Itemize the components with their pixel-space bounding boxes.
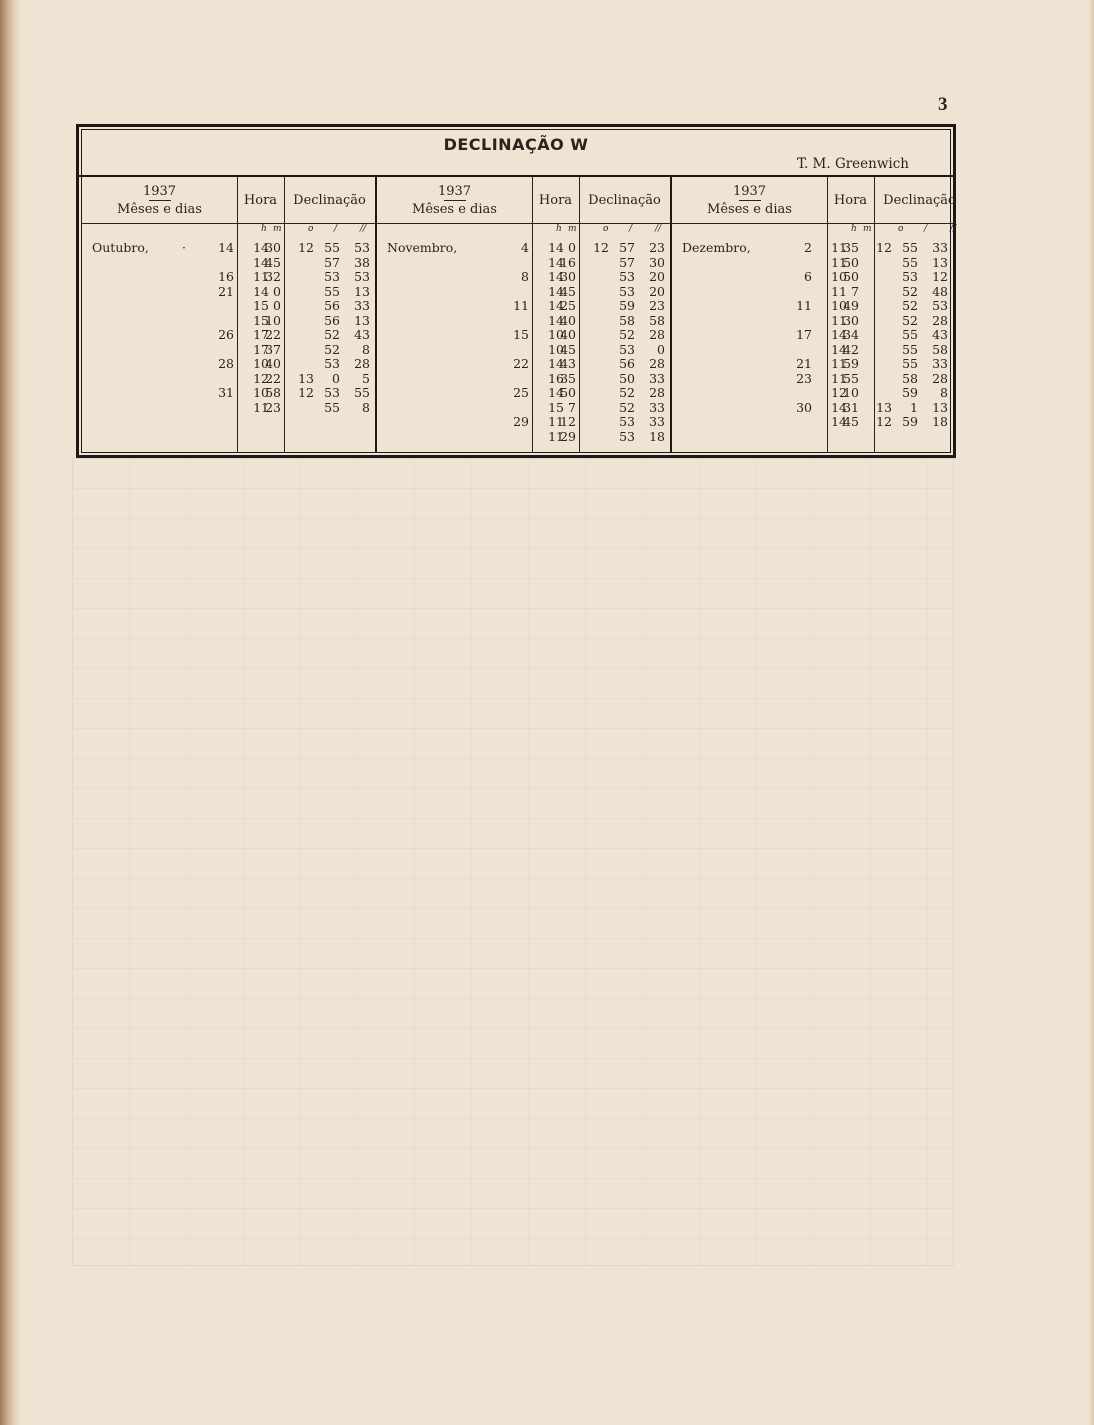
hour-value: 14 <box>831 414 847 429</box>
day-value: 23 <box>796 370 812 386</box>
minute-value: 34 <box>843 327 859 342</box>
month-label: Novembro, <box>387 240 458 255</box>
arcsec-value: 30 <box>649 254 665 270</box>
minute-value: 16 <box>560 254 576 270</box>
arcsec-value: 8 <box>362 341 370 357</box>
minute-value: 45 <box>843 414 859 429</box>
day-value: 11 <box>513 298 529 313</box>
table-row <box>377 357 670 372</box>
year-underline <box>149 200 171 201</box>
day-value: 4 <box>521 240 529 255</box>
table-row <box>377 386 670 401</box>
minute-value: 10 <box>843 385 859 400</box>
table-row <box>672 401 953 416</box>
hour-value: 10 <box>548 327 564 342</box>
day-value: 26 <box>218 327 234 342</box>
arcsec-value: 13 <box>932 399 948 415</box>
arcmin-value: 52 <box>619 385 635 400</box>
unit-degrees: o <box>308 224 314 234</box>
degree-value: 12 <box>876 240 892 255</box>
minute-value: 22 <box>265 370 281 386</box>
arcmin-value: 53 <box>619 269 635 284</box>
arcmin-value: 58 <box>902 370 918 386</box>
minute-value: 30 <box>560 269 576 284</box>
table-row <box>82 256 375 271</box>
book-binding-edge <box>0 0 22 1425</box>
arcmin-value: 53 <box>619 414 635 429</box>
arcsec-value: 0 <box>657 341 665 357</box>
table-row <box>672 328 953 343</box>
arcmin-value: 52 <box>902 283 918 299</box>
degree-value: 12 <box>298 385 314 400</box>
day-value: 2 <box>804 240 812 255</box>
day-value: 15 <box>513 327 529 342</box>
unit-minutes: m <box>568 224 577 234</box>
header-months-days <box>82 177 237 223</box>
minute-value: 29 <box>560 428 576 444</box>
table-row <box>82 372 375 387</box>
hour-value: 14 <box>548 254 564 270</box>
table-row <box>82 285 375 300</box>
unit-minutes: m <box>273 224 282 234</box>
hour-value: 15 <box>253 298 269 313</box>
table-row <box>82 386 375 401</box>
arcsec-value: 33 <box>649 370 665 386</box>
hour-value: 10 <box>831 298 847 313</box>
day-value: 28 <box>218 356 234 371</box>
minute-value: 25 <box>560 298 576 313</box>
table-row <box>672 241 953 256</box>
day-value: 29 <box>513 414 529 429</box>
minute-value: 59 <box>843 356 859 371</box>
arcsec-value: 33 <box>354 298 370 313</box>
arcmin-value: 59 <box>902 414 918 429</box>
arcsec-value: 38 <box>354 254 370 270</box>
arcmin-value: 1 <box>910 399 918 415</box>
arcsec-value: 28 <box>354 356 370 371</box>
minute-value: 40 <box>560 312 576 328</box>
hour-value: 17 <box>253 341 269 357</box>
header-declinacao: Declinação <box>883 192 956 208</box>
unit-arcsec: // <box>950 224 957 234</box>
arcsec-value: 28 <box>649 385 665 400</box>
arcsec-value: 53 <box>354 269 370 284</box>
arcmin-value: 53 <box>619 341 635 357</box>
table-row <box>377 372 670 387</box>
minute-value: 40 <box>265 356 281 371</box>
year-underline <box>739 200 761 201</box>
arcmin-value: 57 <box>619 254 635 270</box>
arcmin-value: 55 <box>902 240 918 255</box>
unit-arcsec: // <box>655 224 662 234</box>
arcmin-value: 0 <box>332 370 340 386</box>
hour-value: 17 <box>253 327 269 342</box>
arcmin-value: 55 <box>902 356 918 371</box>
arcsec-value: 28 <box>932 312 948 328</box>
header-months-days <box>672 177 827 223</box>
hour-value: 11 <box>831 283 847 299</box>
hour-value: 10 <box>548 341 564 357</box>
arcsec-value: 23 <box>649 240 665 255</box>
arcmin-value: 56 <box>619 356 635 371</box>
minute-value: 40 <box>560 327 576 342</box>
year-underline <box>444 200 466 201</box>
day-value: 31 <box>218 385 234 400</box>
day-value: 8 <box>521 269 529 284</box>
day-value: 22 <box>513 356 529 371</box>
arcmin-value: 53 <box>619 283 635 299</box>
table-row <box>672 256 953 271</box>
arcmin-value: 53 <box>324 269 340 284</box>
arcmin-value: 53 <box>902 269 918 284</box>
hour-value: 14 <box>548 298 564 313</box>
group-dezembro <box>672 177 957 453</box>
group-outubro <box>82 177 377 453</box>
arcmin-value: 55 <box>902 327 918 342</box>
header-months-days-label: Mêses e dias <box>117 201 202 217</box>
hour-value: 10 <box>253 385 269 400</box>
arcsec-value: 23 <box>649 298 665 313</box>
unit-arcmin: / <box>924 224 928 234</box>
day-value: 16 <box>218 269 234 284</box>
arcsec-value: 13 <box>354 283 370 299</box>
minute-value: 45 <box>265 254 281 270</box>
arcmin-value: 57 <box>324 254 340 270</box>
table-row <box>672 415 953 430</box>
table-row <box>377 328 670 343</box>
minute-value: 30 <box>843 312 859 328</box>
hour-value: 11 <box>831 254 847 270</box>
header-year: 1937 <box>732 183 767 199</box>
minute-value: 49 <box>843 298 859 313</box>
hour-value: 10 <box>253 356 269 371</box>
table-row <box>672 270 953 285</box>
arcsec-value: 58 <box>649 312 665 328</box>
arcsec-value: 33 <box>932 240 948 255</box>
table-row <box>82 314 375 329</box>
arcmin-value: 52 <box>902 298 918 313</box>
declination-table <box>76 124 956 458</box>
arcmin-value: 55 <box>902 341 918 357</box>
arcsec-value: 28 <box>649 356 665 371</box>
table-row <box>377 299 670 314</box>
minute-value: 42 <box>843 341 859 357</box>
table-row <box>377 256 670 271</box>
degree-value: 12 <box>876 414 892 429</box>
hour-value: 14 <box>548 240 564 255</box>
minute-value: 7 <box>851 283 859 299</box>
unit-arcmin: / <box>629 224 633 234</box>
day-value: 6 <box>804 269 812 284</box>
group-novembro <box>377 177 672 453</box>
header-hora: Hora <box>243 192 278 208</box>
hour-value: 14 <box>548 356 564 371</box>
arcmin-value: 53 <box>324 356 340 371</box>
table-row <box>377 401 670 416</box>
arcmin-value: 59 <box>619 298 635 313</box>
hour-value: 12 <box>831 385 847 400</box>
hour-value: 12 <box>253 370 269 386</box>
arcsec-value: 55 <box>354 385 370 400</box>
arcsec-value: 12 <box>932 269 948 284</box>
hour-value: 14 <box>548 312 564 328</box>
table-row <box>672 386 953 401</box>
table-title: DECLINAÇÃO W <box>443 135 589 154</box>
minute-value: 10 <box>265 312 281 328</box>
unit-arcsec: // <box>360 224 367 234</box>
header-months-days-label: Mêses e dias <box>707 201 792 217</box>
day-value: 21 <box>796 356 812 371</box>
page-edge <box>1088 0 1094 1425</box>
table-row <box>672 299 953 314</box>
arcsec-value: 28 <box>649 327 665 342</box>
bleed-through-table <box>72 458 954 1266</box>
hour-value: 14 <box>548 283 564 299</box>
minute-value: 22 <box>265 327 281 342</box>
hour-value: 14 <box>253 283 269 299</box>
table-row <box>82 328 375 343</box>
header-declinacao: Declinação <box>293 192 366 208</box>
table-row <box>377 270 670 285</box>
arcsec-value: 13 <box>932 254 948 270</box>
hour-value: 15 <box>548 399 564 415</box>
hour-value: 11 <box>831 370 847 386</box>
header-months-days <box>377 177 532 223</box>
minute-value: 35 <box>560 370 576 386</box>
table-row <box>82 299 375 314</box>
header-hora: Hora <box>538 192 573 208</box>
arcmin-value: 53 <box>619 428 635 444</box>
arcmin-value: 53 <box>324 385 340 400</box>
day-value: 17 <box>796 327 812 342</box>
arcsec-value: 18 <box>649 428 665 444</box>
arcmin-value: 52 <box>324 327 340 342</box>
minute-value: 0 <box>273 283 281 299</box>
arcsec-value: 20 <box>649 269 665 284</box>
minute-value: 7 <box>568 399 576 415</box>
arcmin-value: 52 <box>902 312 918 328</box>
minute-value: 50 <box>560 385 576 400</box>
table-row <box>672 343 953 358</box>
hour-value: 11 <box>253 269 269 284</box>
table-row <box>82 343 375 358</box>
arcsec-value: 18 <box>932 414 948 429</box>
arcmin-value: 52 <box>324 341 340 357</box>
table-row <box>377 314 670 329</box>
arcmin-value: 56 <box>324 298 340 313</box>
hour-value: 11 <box>253 399 269 415</box>
minute-value: 50 <box>843 254 859 270</box>
hour-value: 14 <box>831 341 847 357</box>
arcmin-value: 59 <box>902 385 918 400</box>
time-reference: T. M. Greenwich <box>796 156 909 172</box>
table-row <box>377 415 670 430</box>
unit-hours: h <box>261 224 267 234</box>
minute-value: 45 <box>560 283 576 299</box>
unit-degrees: o <box>898 224 904 234</box>
degree-value: 12 <box>593 240 609 255</box>
minute-value: 55 <box>843 370 859 386</box>
arcmin-value: 55 <box>324 399 340 415</box>
arcsec-value: 33 <box>649 414 665 429</box>
minute-value: 50 <box>843 269 859 284</box>
arcsec-value: 53 <box>932 298 948 313</box>
minute-value: 43 <box>560 356 576 371</box>
hour-value: 16 <box>548 370 564 386</box>
minute-value: 58 <box>265 385 281 400</box>
minute-value: 35 <box>843 240 859 255</box>
hour-value: 11 <box>548 428 564 444</box>
arcmin-value: 52 <box>619 327 635 342</box>
table-row <box>377 285 670 300</box>
degree-value: 13 <box>298 370 314 386</box>
day-value: 25 <box>513 385 529 400</box>
unit-hours: h <box>851 224 857 234</box>
table-row <box>82 357 375 372</box>
day-value: 30 <box>796 399 812 415</box>
arcsec-value: 8 <box>362 399 370 415</box>
minute-value: 0 <box>273 298 281 313</box>
hour-value: 14 <box>548 385 564 400</box>
arcmin-value: 57 <box>619 240 635 255</box>
day-value: 14 <box>218 240 234 255</box>
header-rule <box>377 223 670 224</box>
minute-value: 23 <box>265 399 281 415</box>
unit-degrees: o <box>603 224 609 234</box>
hour-value: 15 <box>253 312 269 328</box>
arcsec-value: 43 <box>354 327 370 342</box>
arcmin-value: 55 <box>324 240 340 255</box>
table-row <box>377 430 670 445</box>
table-row <box>672 372 953 387</box>
hour-value: 11 <box>831 356 847 371</box>
arcsec-value: 20 <box>649 283 665 299</box>
table-row <box>672 314 953 329</box>
table-row <box>672 357 953 372</box>
header-year: 1937 <box>142 183 177 199</box>
month-marker: · <box>182 240 186 255</box>
month-label: Outubro, <box>92 240 149 255</box>
minute-value: 12 <box>560 414 576 429</box>
minute-value: 31 <box>843 399 859 415</box>
arcsec-value: 33 <box>932 356 948 371</box>
header-declinacao: Declinação <box>588 192 661 208</box>
arcsec-value: 53 <box>354 240 370 255</box>
minute-value: 37 <box>265 341 281 357</box>
table-row <box>672 285 953 300</box>
hour-value: 14 <box>253 240 269 255</box>
arcsec-value: 13 <box>354 312 370 328</box>
hour-value: 14 <box>548 269 564 284</box>
unit-minutes: m <box>863 224 872 234</box>
hour-value: 11 <box>548 414 564 429</box>
hour-value: 11 <box>831 312 847 328</box>
page-number: 3 <box>938 94 948 115</box>
header-year: 1937 <box>437 183 472 199</box>
hour-value: 11 <box>831 240 847 255</box>
table-row <box>377 241 670 256</box>
arcsec-value: 48 <box>932 283 948 299</box>
minute-value: 30 <box>265 240 281 255</box>
day-value: 11 <box>796 298 812 313</box>
arcmin-value: 55 <box>902 254 918 270</box>
arcsec-value: 33 <box>649 399 665 415</box>
arcmin-value: 52 <box>619 399 635 415</box>
table-row <box>82 270 375 285</box>
minute-value: 32 <box>265 269 281 284</box>
header-months-days-label: Mêses e dias <box>412 201 497 217</box>
unit-arcmin: / <box>334 224 338 234</box>
arcsec-value: 43 <box>932 327 948 342</box>
minute-value: 0 <box>568 240 576 255</box>
arcmin-value: 58 <box>619 312 635 328</box>
hour-value: 10 <box>831 269 847 284</box>
header-rule <box>672 223 953 224</box>
arcsec-value: 8 <box>940 385 948 400</box>
arcmin-value: 50 <box>619 370 635 386</box>
month-label: Dezembro, <box>682 240 751 255</box>
arcmin-value: 56 <box>324 312 340 328</box>
arcsec-value: 5 <box>362 370 370 386</box>
degree-value: 13 <box>876 399 892 415</box>
table-row <box>82 401 375 416</box>
header-hora: Hora <box>833 192 868 208</box>
table-row <box>82 241 375 256</box>
arcsec-value: 58 <box>932 341 948 357</box>
hour-value: 14 <box>831 327 847 342</box>
arcsec-value: 28 <box>932 370 948 386</box>
degree-value: 12 <box>298 240 314 255</box>
day-value: 21 <box>218 283 234 299</box>
hour-value: 14 <box>253 254 269 270</box>
table-row <box>377 343 670 358</box>
header-rule <box>82 223 375 224</box>
arcmin-value: 55 <box>324 283 340 299</box>
minute-value: 45 <box>560 341 576 357</box>
unit-hours: h <box>556 224 562 234</box>
hour-value: 14 <box>831 399 847 415</box>
